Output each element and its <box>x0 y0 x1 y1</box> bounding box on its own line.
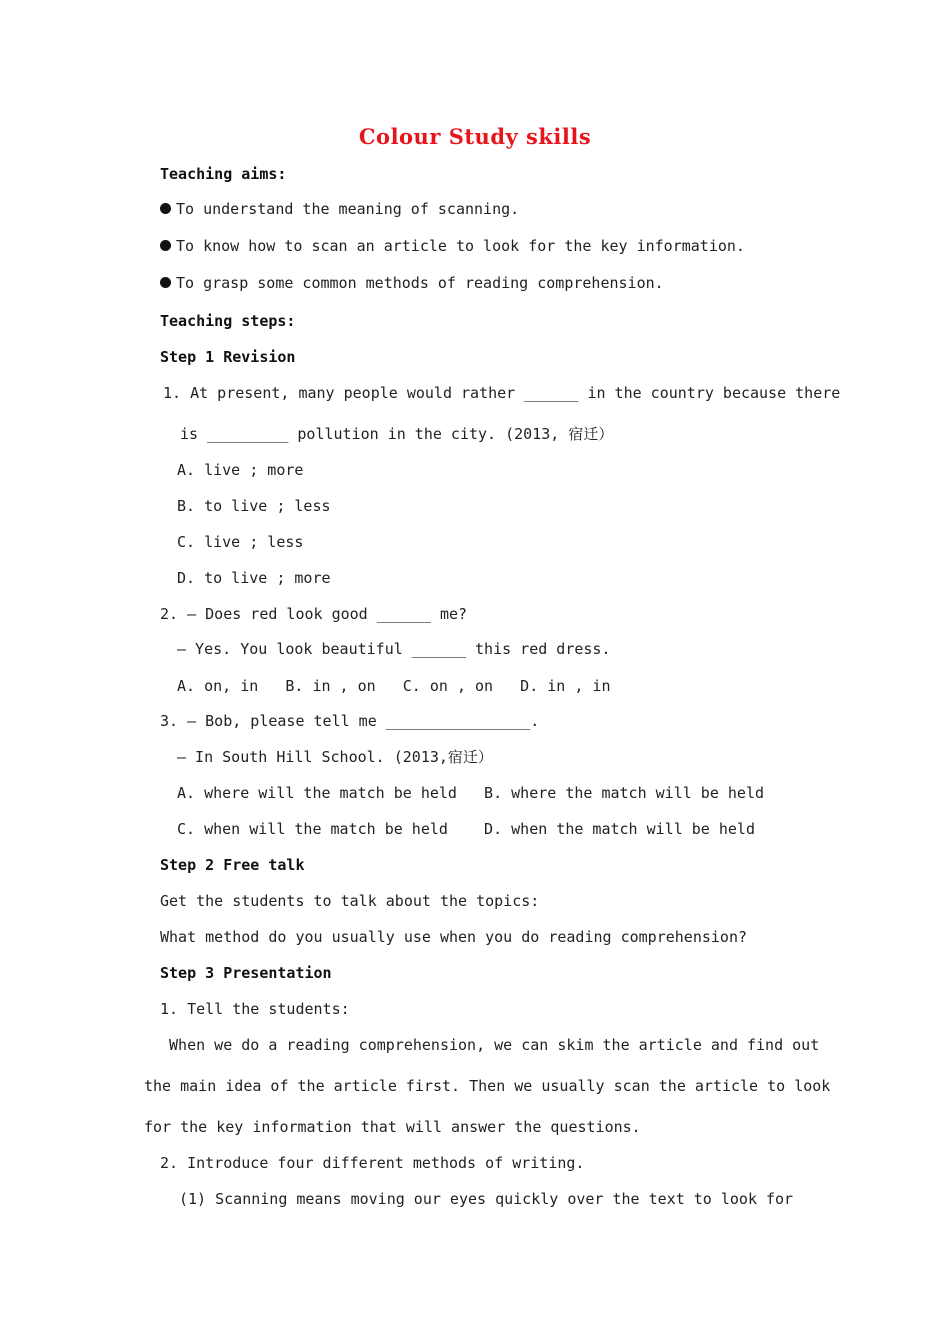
question-1-line-2: is _________ pollution in the city. (2013, 宿迁） <box>180 425 614 443</box>
step3-subitem-1: (1) Scanning means moving our eyes quickly over the text to look for <box>179 1190 794 1208</box>
question-1-option: C. live ; less <box>177 533 304 551</box>
step3-item-2: 2. Introduce four different methods of writing. <box>160 1154 585 1172</box>
aim-item: To grasp some common methods of reading comprehension. <box>160 273 664 293</box>
question-3-options-2: C. when will the match be held D. when the match will be held <box>177 820 755 838</box>
bullet-icon <box>160 203 171 214</box>
question-1-option: D. to live ; more <box>177 569 331 587</box>
step2-heading: Step 2 Free talk <box>160 856 305 874</box>
step2-text: Get the students to talk about the topics: <box>160 892 540 910</box>
question-2-options: A. on, in B. in , on C. on , on D. in , in <box>177 677 611 695</box>
step3-paragraph-line: for the key information that will answer the questions. <box>144 1118 641 1136</box>
question-1-option: A. live ; more <box>177 461 304 479</box>
step3-item-1: 1. Tell the students: <box>160 1000 350 1018</box>
page-title: Colour Study skills <box>358 124 592 149</box>
bullet-icon <box>160 240 171 251</box>
step2-text: What method do you usually use when you do reading comprehension? <box>160 928 747 946</box>
question-3-line-2: — In South Hill School. (2013,宿迁） <box>177 748 493 766</box>
question-3-line-1: 3. — Bob, please tell me ________________. <box>160 712 540 730</box>
step3-paragraph-line: the main idea of the article first. Then we usually scan the article to look <box>144 1077 831 1095</box>
question-2-line-2: — Yes. You look beautiful ______ this red dress. <box>177 640 611 658</box>
bullet-icon <box>160 277 171 288</box>
question-2-line-1: 2. — Does red look good ______ me? <box>160 605 468 623</box>
question-1-line-1: 1. At present, many people would rather ______ in the country because there <box>163 384 841 402</box>
aims-heading: Teaching aims: <box>160 165 287 183</box>
aim-item: To understand the meaning of scanning. <box>160 199 519 219</box>
step3-paragraph-line: When we do a reading comprehension, we can skim the article and find out <box>160 1036 820 1054</box>
question-3-options-1: A. where will the match be held B. where the match will be held <box>177 784 764 802</box>
step1-heading: Step 1 Revision <box>160 348 296 366</box>
aim-item: To know how to scan an article to look for the key information. <box>160 236 745 256</box>
step3-heading: Step 3 Presentation <box>160 964 332 982</box>
steps-heading: Teaching steps: <box>160 312 296 330</box>
question-1-option: B. to live ; less <box>177 497 331 515</box>
